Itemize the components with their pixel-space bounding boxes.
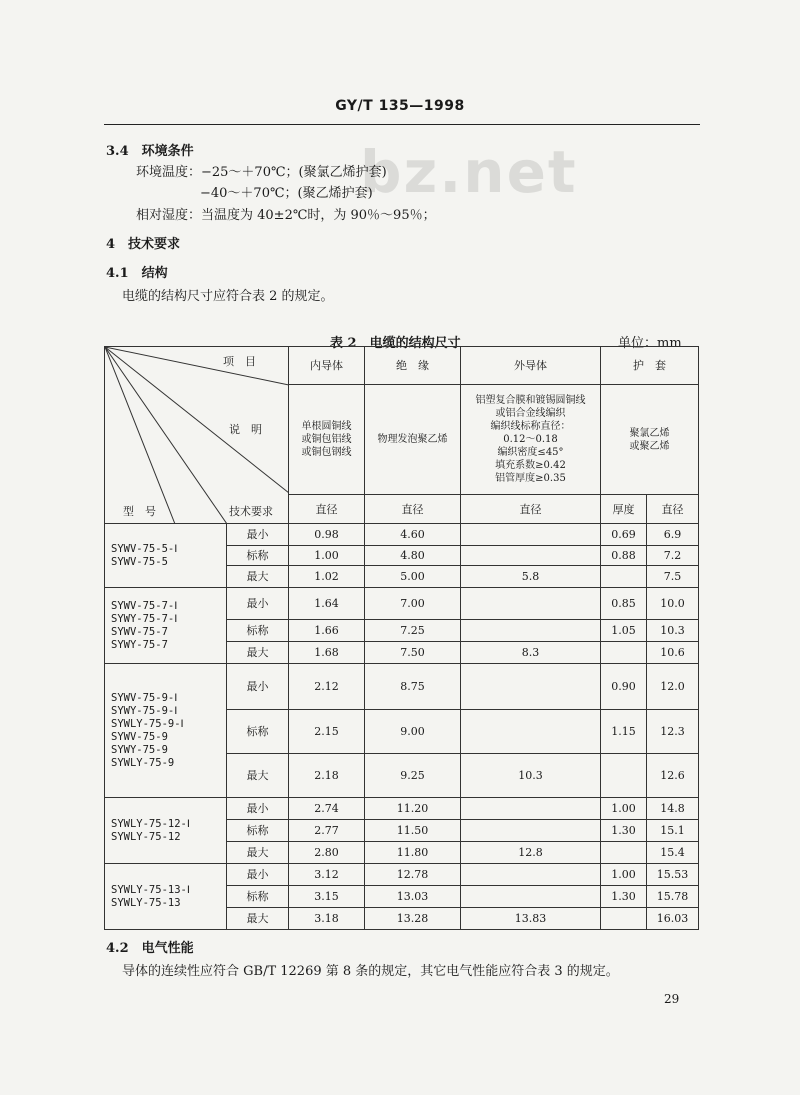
jacket-diameter-cell: 14.8 (647, 798, 699, 820)
model-name: SYWY-75-9 (111, 743, 168, 756)
watermark: bz.net (360, 138, 578, 206)
subheader-jacket-thickness: 厚度 (601, 495, 647, 524)
model-name: SYWY-75-7-Ⅰ (111, 612, 178, 625)
page-number: 29 (664, 992, 680, 1006)
jacket-thickness-cell (601, 754, 647, 798)
table-row (105, 588, 699, 620)
header-jacket: 护 套 (601, 347, 699, 385)
outer-diameter-cell (461, 524, 601, 546)
model-name: SYWV-75-7 (111, 625, 168, 638)
desc-inner-conductor: 单根圆铜线 或铜包铝线 或铜包钢线 (289, 385, 365, 495)
insulation-diameter-cell: 7.00 (365, 588, 461, 620)
model-cell (105, 524, 227, 588)
inner-diameter-cell: 1.64 (289, 588, 365, 620)
subheader-outer-diameter: 直径 (461, 495, 601, 524)
header-inner-conductor: 内导体 (289, 347, 365, 385)
requirement-cell: 标称 (227, 546, 289, 566)
requirement-cell: 标称 (227, 620, 289, 642)
jacket-diameter-cell: 7.5 (647, 566, 699, 588)
model-name: SYWY-75-7 (111, 638, 168, 651)
model-name: SYWV-75-9-Ⅰ (111, 691, 178, 704)
insulation-diameter-cell: 13.28 (365, 908, 461, 930)
inner-diameter-cell: 1.02 (289, 566, 365, 588)
insulation-diameter-cell: 9.00 (365, 710, 461, 754)
model-name: SYWLY-75-12-Ⅰ (111, 817, 190, 830)
requirement-cell: 最小 (227, 588, 289, 620)
jacket-diameter-cell: 10.3 (647, 620, 699, 642)
document-code: GY/T 135—1998 (335, 98, 465, 114)
insulation-diameter-cell: 7.50 (365, 642, 461, 664)
insulation-diameter-cell: 8.75 (365, 664, 461, 710)
outer-diameter-cell (461, 886, 601, 908)
insulation-diameter-cell: 9.25 (365, 754, 461, 798)
desc-insulation: 物理发泡聚乙烯 (365, 385, 461, 495)
table-row (105, 664, 699, 710)
inner-diameter-cell: 1.00 (289, 546, 365, 566)
header-outer-conductor: 外导体 (461, 347, 601, 385)
section-3-4-title: 3.4 环境条件 (106, 144, 194, 159)
jacket-diameter-cell: 15.1 (647, 820, 699, 842)
model-cell (105, 664, 227, 798)
jacket-diameter-cell: 15.78 (647, 886, 699, 908)
insulation-diameter-cell: 11.80 (365, 842, 461, 864)
jacket-thickness-cell: 0.90 (601, 664, 647, 710)
insulation-diameter-cell: 4.60 (365, 524, 461, 546)
outer-diameter-cell (461, 588, 601, 620)
corner-label-item: 项 目 (223, 355, 256, 368)
jacket-thickness-cell (601, 566, 647, 588)
requirement-cell: 标称 (227, 886, 289, 908)
outer-diameter-cell (461, 710, 601, 754)
model-name: SYWLY-75-13-Ⅰ (111, 883, 190, 896)
inner-diameter-cell: 3.12 (289, 864, 365, 886)
model-cell (105, 798, 227, 864)
desc-outer-conductor: 铝塑复合膜和镀锡圆铜线 或铝合金线编织 编织线标称直径： 0.12～0.18 编织密度≤45° 填充系数≥0.42 铝管厚度≥0.35 (461, 385, 601, 495)
table-unit: 单位：mm (618, 336, 682, 351)
corner-label-model: 型 号 (123, 505, 156, 518)
table-row (105, 524, 699, 546)
outer-diameter-cell: 12.8 (461, 842, 601, 864)
model-cell (105, 588, 227, 664)
requirement-cell: 最小 (227, 798, 289, 820)
jacket-diameter-cell: 10.0 (647, 588, 699, 620)
section-4-title: 4 技术要求 (106, 237, 181, 252)
insulation-diameter-cell: 11.50 (365, 820, 461, 842)
model-name: SYWV-75-7-Ⅰ (111, 599, 178, 612)
requirement-cell: 最大 (227, 908, 289, 930)
subheader-jacket-diameter: 直径 (647, 495, 699, 524)
table-row (105, 798, 699, 820)
corner-label-tech: 技术要求 (229, 505, 273, 518)
header-insulation: 绝 缘 (365, 347, 461, 385)
jacket-thickness-cell (601, 908, 647, 930)
requirement-cell: 最小 (227, 664, 289, 710)
desc-jacket: 聚氯乙烯 或聚乙烯 (601, 385, 699, 495)
jacket-thickness-cell: 1.30 (601, 820, 647, 842)
jacket-diameter-cell: 10.6 (647, 642, 699, 664)
jacket-diameter-cell: 16.03 (647, 908, 699, 930)
model-name: SYWV-75-5 (111, 555, 168, 568)
jacket-thickness-cell: 0.69 (601, 524, 647, 546)
model-name: SYWV-75-9 (111, 730, 168, 743)
jacket-thickness-cell (601, 842, 647, 864)
requirement-cell: 标称 (227, 710, 289, 754)
insulation-diameter-cell: 11.20 (365, 798, 461, 820)
humidity-line: 相对湿度：当温度为 40±2℃时，为 90％～95％； (136, 208, 436, 223)
model-name: SYWLY-75-12 (111, 830, 181, 843)
insulation-diameter-cell: 4.80 (365, 546, 461, 566)
outer-diameter-cell: 13.83 (461, 908, 601, 930)
subheader-insulation-diameter: 直径 (365, 495, 461, 524)
requirement-cell: 标称 (227, 820, 289, 842)
cable-structure-table (104, 346, 699, 930)
jacket-thickness-cell: 1.05 (601, 620, 647, 642)
table-caption: 表 2 电缆的结构尺寸 (330, 336, 461, 351)
jacket-diameter-cell: 12.3 (647, 710, 699, 754)
section-4-2-body: 导体的连续性应符合 GB/T 12269 第 8 条的规定，其它电气性能应符合表 3 的规定。 (122, 964, 619, 979)
jacket-diameter-cell: 12.0 (647, 664, 699, 710)
requirement-cell: 最大 (227, 566, 289, 588)
table-corner-cell (105, 347, 289, 524)
outer-diameter-cell: 5.8 (461, 566, 601, 588)
model-name: SYWLY-75-9-Ⅰ (111, 717, 184, 730)
insulation-diameter-cell: 13.03 (365, 886, 461, 908)
section-4-1-body: 电缆的结构尺寸应符合表 2 的规定。 (122, 289, 334, 304)
jacket-diameter-cell: 7.2 (647, 546, 699, 566)
inner-diameter-cell: 0.98 (289, 524, 365, 546)
model-name: SYWLY-75-9 (111, 756, 175, 769)
requirement-cell: 最大 (227, 754, 289, 798)
env-temp-line-2: −40～＋70℃；(聚乙烯护套) (200, 186, 373, 201)
inner-diameter-cell: 3.15 (289, 886, 365, 908)
jacket-diameter-cell: 15.53 (647, 864, 699, 886)
inner-diameter-cell: 1.66 (289, 620, 365, 642)
inner-diameter-cell: 2.74 (289, 798, 365, 820)
model-name: SYWV-75-5-Ⅰ (111, 542, 178, 555)
jacket-thickness-cell: 0.85 (601, 588, 647, 620)
jacket-diameter-cell: 12.6 (647, 754, 699, 798)
jacket-thickness-cell: 1.15 (601, 710, 647, 754)
inner-diameter-cell: 2.77 (289, 820, 365, 842)
outer-diameter-cell (461, 620, 601, 642)
inner-diameter-cell: 2.15 (289, 710, 365, 754)
insulation-diameter-cell: 5.00 (365, 566, 461, 588)
inner-diameter-cell: 1.68 (289, 642, 365, 664)
inner-diameter-cell: 2.18 (289, 754, 365, 798)
jacket-diameter-cell: 6.9 (647, 524, 699, 546)
outer-diameter-cell: 10.3 (461, 754, 601, 798)
jacket-thickness-cell: 1.00 (601, 864, 647, 886)
inner-diameter-cell: 3.18 (289, 908, 365, 930)
insulation-diameter-cell: 12.78 (365, 864, 461, 886)
inner-diameter-cell: 2.12 (289, 664, 365, 710)
section-4-1-title: 4.1 结构 (106, 266, 168, 281)
requirement-cell: 最大 (227, 642, 289, 664)
corner-label-note: 说 明 (229, 423, 262, 436)
outer-diameter-cell (461, 546, 601, 566)
jacket-thickness-cell: 1.00 (601, 798, 647, 820)
jacket-diameter-cell: 15.4 (647, 842, 699, 864)
outer-diameter-cell (461, 664, 601, 710)
jacket-thickness-cell (601, 642, 647, 664)
table-row (105, 864, 699, 886)
jacket-thickness-cell: 0.88 (601, 546, 647, 566)
insulation-diameter-cell: 7.25 (365, 620, 461, 642)
jacket-thickness-cell: 1.30 (601, 886, 647, 908)
outer-diameter-cell (461, 820, 601, 842)
subheader-inner-diameter: 直径 (289, 495, 365, 524)
outer-diameter-cell (461, 798, 601, 820)
header-rule (104, 124, 700, 125)
requirement-cell: 最小 (227, 524, 289, 546)
model-name: SYWY-75-9-Ⅰ (111, 704, 178, 717)
model-name: SYWLY-75-13 (111, 896, 181, 909)
inner-diameter-cell: 2.80 (289, 842, 365, 864)
outer-diameter-cell: 8.3 (461, 642, 601, 664)
model-cell (105, 864, 227, 930)
requirement-cell: 最大 (227, 842, 289, 864)
outer-diameter-cell (461, 864, 601, 886)
env-temp-line-1: 环境温度：−25～＋70℃；(聚氯乙烯护套) (136, 165, 387, 180)
requirement-cell: 最小 (227, 864, 289, 886)
section-4-2-title: 4.2 电气性能 (106, 941, 194, 956)
